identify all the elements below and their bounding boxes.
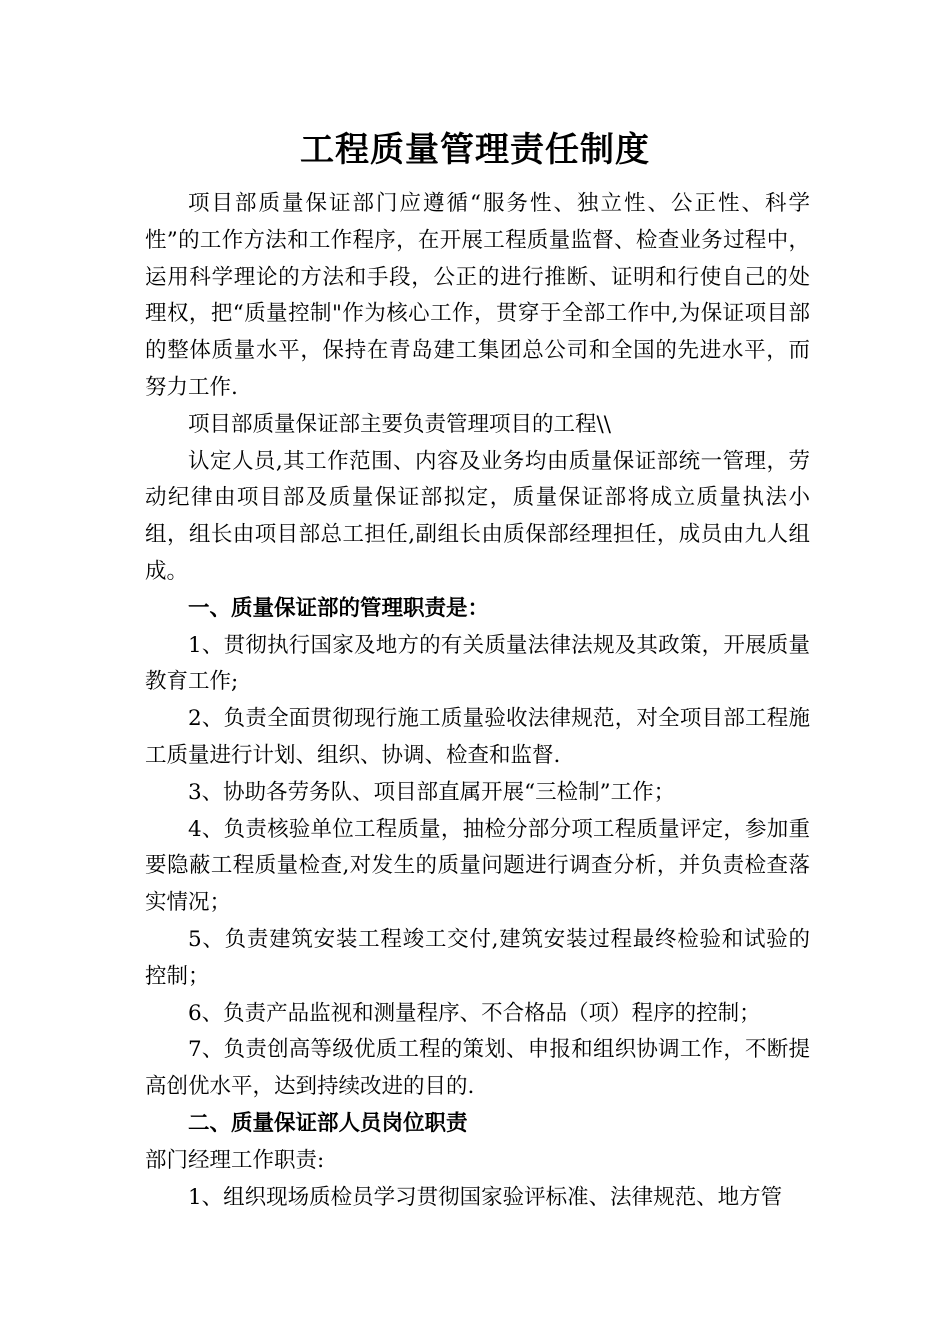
list-item: 1、组织现场质检员学习贯彻国家验评标准、法律规范、地方管 bbox=[188, 1184, 783, 1210]
section-heading-2: 二、质量保证部人员岗位职责 bbox=[188, 1110, 468, 1136]
list-item: 3、协助各劳务队、项目部直属开展“三检制”工作； bbox=[188, 779, 676, 805]
list-item: 4、负责核验单位工程质量，抽检分部分项工程质量评定，参加重要隐蔽工程质量检查,对发生的质量问题进行调查分析，并负责检查落实情况； bbox=[145, 816, 810, 916]
list-item: 6、负责产品监视和测量程序、不合格品（项）程序的控制； bbox=[188, 1000, 761, 1026]
document-body bbox=[145, 186, 810, 1216]
list-item: 5、负责建筑安装工程竣工交付,建筑安装过程最终检验和试验的控制； bbox=[145, 926, 810, 989]
list-item: 2、负责全面贯彻现行施工质量验收法律规范，对全项目部工程施工质量进行计划、组织、协调、检查和监督. bbox=[145, 706, 810, 768]
paragraph-intro: 项目部质量保证部门应遵循“服务性、独立性、公正性、科学性”的工作方法和工作程序，在开展工程质量监督、检查业务过程中，运用科学理论的方法和手段，公正的进行推断、证明和行使自己的处理权，把“质量控制"作为核心工作，贯穿于全部工作中,为保证项目部的整体质量水平，保持在青岛建工集团总公司和全国的先进水平，而努力工作. bbox=[145, 191, 810, 400]
paragraph-personnel: 认定人员,其工作范围、内容及业务均由质量保证部统一管理，劳动纪律由项目部及质量保证部拟定，质量保证部将成立质量执法小组，组长由项目部总工担任,副组长由质保部经理担任，成员由九人组成。 bbox=[145, 448, 810, 584]
section-heading-1: 一、质量保证部的管理职责是： bbox=[188, 595, 490, 621]
list-item: 1、贯彻执行国家及地方的有关质量法律法规及其政策，开展质量教育工作; bbox=[145, 632, 810, 695]
subsection-label: 部门经理工作职责: bbox=[145, 1147, 325, 1173]
paragraph-scope: 项目部质量保证部主要负责管理项目的工程\\ bbox=[188, 411, 611, 437]
list-item: 7、负责创高等级优质工程的策划、申报和组织协调工作，不断提高创优水平，达到持续改进的目的. bbox=[145, 1037, 810, 1100]
document-title: 工程质量管理责任制度 bbox=[300, 130, 650, 170]
